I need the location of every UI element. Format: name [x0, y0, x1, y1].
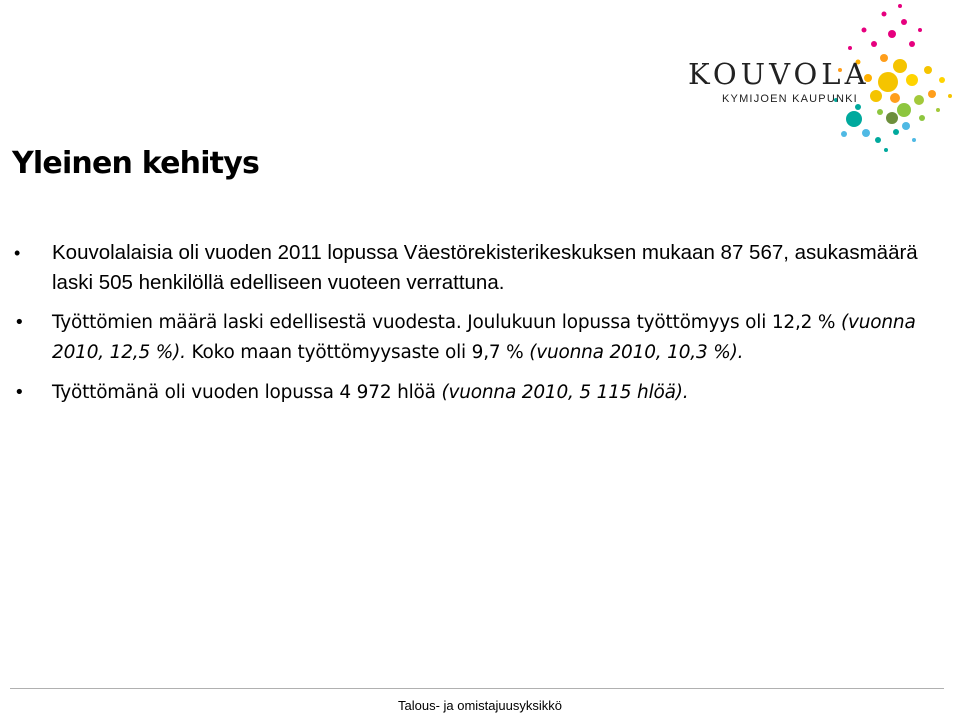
- bullet-list: [14, 238, 944, 418]
- footer-text: Talous- ja omistajuusyksikkö: [397, 698, 562, 713]
- bullet-unemployed-note: (vuonna 2010, 5 115 hlöä).: [441, 382, 689, 403]
- bullet-unemployed-text: Työttömänä oli vuoden lopussa 4 972 hlöä: [52, 382, 442, 403]
- kouvola-logo-wordmark: KOUVOLA: [688, 57, 870, 91]
- bullet-population-text: Kouvolalaisia oli vuoden 2011 lopussa Väestörekisterikeskuksen mukaan 87 567, asukasmäärä laski 505 henkilöllä edelliseen vuoteen verrattuna.: [52, 241, 918, 294]
- bullet-unemployed-count: [14, 378, 944, 408]
- page-title: Yleinen kehitys: [12, 146, 260, 181]
- bullet-population: [14, 238, 944, 298]
- bullet-unemployment-note-2: (vuonna 2010, 10,3 %).: [529, 342, 744, 363]
- bullet-unemployment-note-1: (vuonna 2010, 12,5 %).: [52, 312, 916, 363]
- kouvola-logo-tagline: KYMIJOEN KAUPUNKI: [722, 93, 858, 105]
- bullet-unemployment-rate: [14, 308, 944, 368]
- footer-divider: [10, 688, 944, 689]
- bullet-unemployment-text-1: Työttömien määrä laski edellisestä vuodesta. Joulukuun lopussa työttömyys oli 12,2 %: [52, 312, 841, 333]
- bullet-unemployment-text-2: Koko maan työttömyysaste oli 9,7 %: [185, 342, 530, 363]
